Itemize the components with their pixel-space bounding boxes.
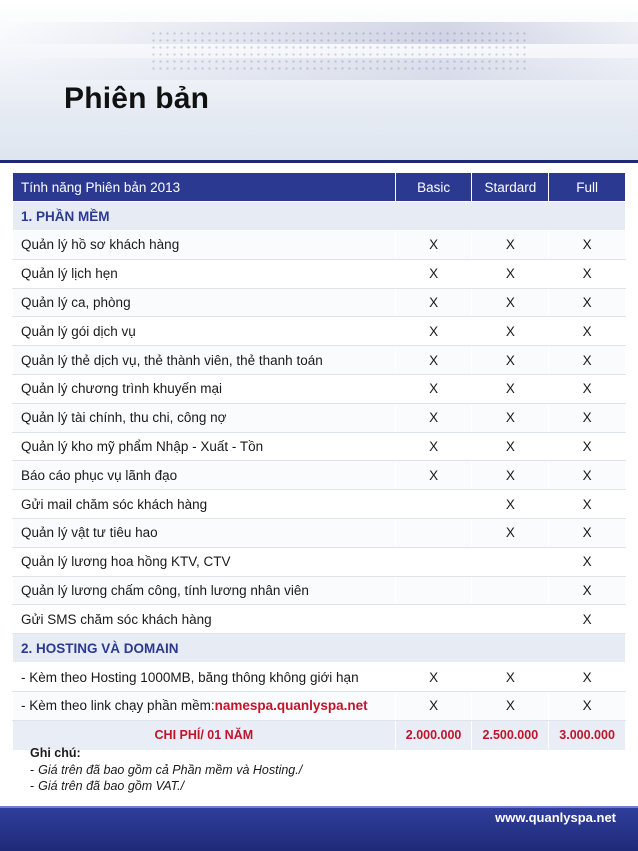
table-row (13, 346, 626, 375)
basic-mark: X (395, 346, 472, 375)
header-basic: Basic (395, 173, 472, 202)
basic-mark: X (395, 288, 472, 317)
table-row (13, 490, 626, 519)
full-mark: X (549, 432, 626, 461)
full-mark: X (549, 663, 626, 692)
full-mark: X (549, 490, 626, 519)
section-title: 2. HOSTING VÀ DOMAIN (13, 634, 626, 663)
header-background (0, 0, 638, 160)
basic-mark: X (395, 259, 472, 288)
section-row-hosting (13, 634, 626, 663)
standard-mark: X (472, 461, 549, 490)
table-row (13, 259, 626, 288)
full-mark: X (549, 288, 626, 317)
basic-mark: X (395, 663, 472, 692)
header-divider (0, 160, 638, 163)
feature-name: Quản lý vật tư tiêu hao (13, 518, 396, 547)
price-basic: 2.000.000 (395, 720, 472, 750)
header-full: Full (549, 173, 626, 202)
section-title: 1. PHẦN MỀM (13, 202, 626, 231)
basic-mark (395, 547, 472, 576)
feature-name: Quản lý lương chấm công, tính lương nhân viên (13, 576, 396, 605)
basic-mark (395, 518, 472, 547)
basic-mark: X (395, 691, 472, 720)
basic-mark: X (395, 317, 472, 346)
table-row (13, 576, 626, 605)
full-mark: X (549, 691, 626, 720)
basic-mark (395, 605, 472, 634)
feature-name: Quản lý kho mỹ phẩm Nhập - Xuất - Tồn (13, 432, 396, 461)
feature-name: Gửi SMS chăm sóc khách hàng (13, 605, 396, 634)
full-mark: X (549, 374, 626, 403)
feature-prefix: - Kèm theo link chạy phần mềm: (21, 698, 215, 714)
full-mark: X (549, 605, 626, 634)
basic-mark: X (395, 432, 472, 461)
page-title: Phiên bản (64, 82, 210, 115)
table-row (13, 663, 626, 692)
standard-mark: X (472, 432, 549, 461)
full-mark: X (549, 576, 626, 605)
table-header-row (13, 173, 626, 202)
full-mark: X (549, 403, 626, 432)
note-line: - Giá trên đã bao gồm cả Phần mềm và Hosting./ (30, 763, 303, 777)
standard-mark: X (472, 346, 549, 375)
feature-name: Gửi mail chăm sóc khách hàng (13, 490, 396, 519)
standard-mark (472, 576, 549, 605)
table-row (13, 317, 626, 346)
table-row (13, 518, 626, 547)
feature-name: Quản lý lương hoa hồng KTV, CTV (13, 547, 396, 576)
full-mark: X (549, 259, 626, 288)
standard-mark: X (472, 518, 549, 547)
table-row (13, 547, 626, 576)
table-row (13, 231, 626, 260)
standard-mark: X (472, 663, 549, 692)
basic-mark (395, 576, 472, 605)
feature-name: Quản lý thẻ dịch vụ, thẻ thành viên, thẻ thanh toán (13, 346, 396, 375)
standard-mark: X (472, 231, 549, 260)
notes-block (30, 746, 302, 794)
header-standard: Stardard (472, 173, 549, 202)
price-label: CHI PHÍ/ 01 NĂM (13, 720, 396, 750)
basic-mark: X (395, 231, 472, 260)
table-row (13, 461, 626, 490)
table-row (13, 432, 626, 461)
feature-name: - Kèm theo Hosting 1000MB, băng thông không giới hạn (13, 663, 396, 692)
standard-mark (472, 605, 549, 634)
feature-name: Quản lý hồ sơ khách hàng (13, 231, 396, 260)
note-text: Giá trên đã bao gồm VAT./ (38, 779, 185, 793)
feature-name: Quản lý tài chính, thu chi, công nợ (13, 403, 396, 432)
note-line: - Giá trên đã bao gồm VAT./ (30, 779, 185, 793)
feature-table (12, 172, 626, 751)
table-row (13, 288, 626, 317)
standard-mark: X (472, 691, 549, 720)
feature-name: Quản lý lịch hẹn (13, 259, 396, 288)
header-feature: Tính năng Phiên bản 2013 (13, 173, 396, 202)
full-mark: X (549, 346, 626, 375)
price-full: 3.000.000 (549, 720, 626, 750)
basic-mark: X (395, 403, 472, 432)
standard-mark: X (472, 374, 549, 403)
full-mark: X (549, 317, 626, 346)
standard-mark: X (472, 317, 549, 346)
full-mark: X (549, 231, 626, 260)
table-row (13, 403, 626, 432)
section-row-software (13, 202, 626, 231)
note-text: Giá trên đã bao gồm cả Phần mềm và Hosting./ (38, 763, 303, 777)
standard-mark (472, 547, 549, 576)
feature-name (13, 691, 396, 720)
basic-mark: X (395, 461, 472, 490)
feature-name: Báo cáo phục vụ lãnh đạo (13, 461, 396, 490)
footer-url[interactable]: www.quanlyspa.net (495, 810, 616, 825)
feature-name: Quản lý chương trình khuyến mại (13, 374, 396, 403)
domain-link[interactable]: namespa.quanlyspa.net (214, 698, 368, 714)
price-standard: 2.500.000 (472, 720, 549, 750)
table-row (13, 691, 626, 720)
standard-mark: X (472, 490, 549, 519)
full-mark: X (549, 547, 626, 576)
full-mark: X (549, 461, 626, 490)
basic-mark: X (395, 374, 472, 403)
feature-name: Quản lý ca, phòng (13, 288, 396, 317)
standard-mark: X (472, 403, 549, 432)
full-mark: X (549, 518, 626, 547)
feature-name: Quản lý gói dịch vụ (13, 317, 396, 346)
standard-mark: X (472, 288, 549, 317)
table-row (13, 374, 626, 403)
notes-title: Ghi chú: (30, 746, 81, 760)
basic-mark (395, 490, 472, 519)
table-row (13, 605, 626, 634)
standard-mark: X (472, 259, 549, 288)
